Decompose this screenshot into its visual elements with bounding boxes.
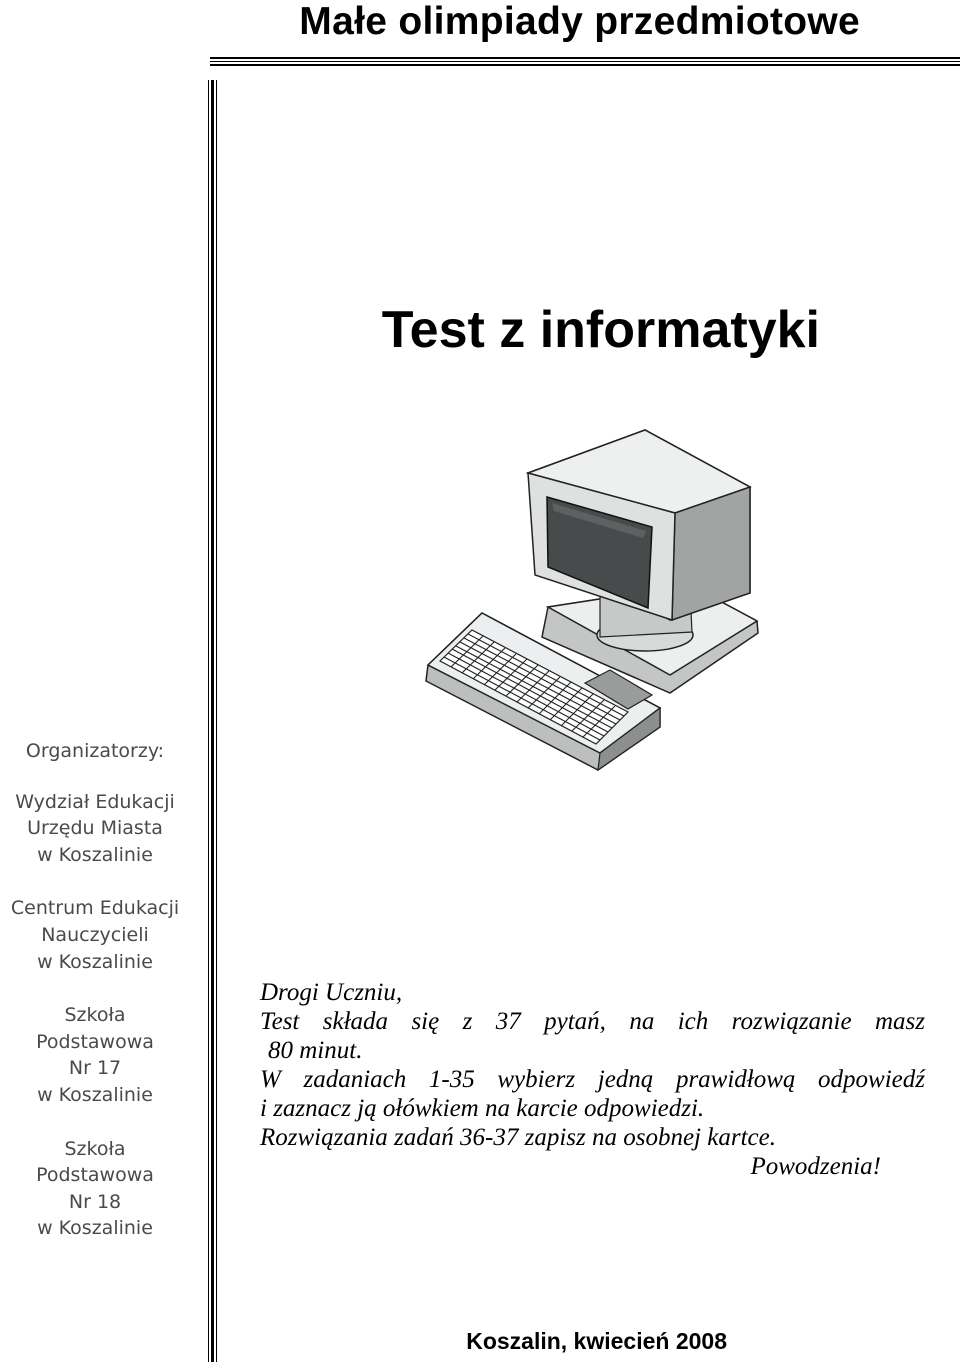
header-divider: [210, 61, 960, 62]
organizer-line: w Koszalinie: [37, 1083, 153, 1106]
organizer-line: Szkoła: [64, 1004, 126, 1027]
page-title: Test z informatyki: [381, 301, 820, 359]
organizers-sidebar: [0, 738, 190, 1269]
organizer-block: [0, 1136, 190, 1242]
organizer-block: [0, 1002, 190, 1108]
header-divider: [210, 64, 960, 66]
letter-line: Test składa się z 37 pytań, na ich rozwiązanie masz: [260, 1008, 925, 1035]
header-title: Małe olimpiady przedmiotowe: [299, 0, 860, 43]
letter-sign-off: Powodzenia!: [750, 1153, 881, 1180]
letter-line: Rozwiązania zadań 36-37 zapisz na osobnej kartce.: [260, 1124, 776, 1151]
letter-line: 80 minut.: [268, 1037, 363, 1064]
organizer-line: w Koszalinie: [37, 843, 153, 866]
organizer-line: Szkoła: [64, 1137, 126, 1160]
organizer-block: [0, 789, 190, 869]
organizer-line: Podstawowa: [36, 1164, 154, 1187]
organizer-line: Podstawowa: [36, 1030, 154, 1053]
header-divider: [210, 57, 960, 59]
footer-place-date: Koszalin, kwiecień 2008: [466, 1328, 727, 1354]
organizer-line: Urzędu Miasta: [27, 817, 163, 840]
organizer-block: [0, 895, 190, 975]
vertical-divider: [208, 80, 209, 1362]
computer-icon: [420, 425, 770, 785]
organizer-line: w Koszalinie: [37, 950, 153, 973]
organizer-line: Nr 18: [68, 1190, 122, 1213]
organizers-heading: Organizatorzy:: [25, 740, 165, 762]
letter-greeting: Drogi Uczniu,: [260, 979, 403, 1006]
letter-line: W zadaniach 1-35 wybierz jedną prawidłową odpowiedź: [260, 1066, 925, 1093]
organizer-line: Nauczycieli: [41, 923, 149, 946]
organizer-line: Nr 17: [68, 1057, 122, 1080]
organizer-line: Wydział Edukacji: [15, 790, 175, 813]
instructions-letter: [260, 978, 925, 1181]
vertical-divider: [211, 80, 214, 1362]
organizer-line: w Koszalinie: [37, 1217, 153, 1240]
vertical-divider: [216, 80, 217, 1362]
organizer-line: Centrum Edukacji: [10, 897, 180, 920]
letter-line: i zaznacz ją ołówkiem na karcie odpowiedzi.: [260, 1095, 705, 1122]
